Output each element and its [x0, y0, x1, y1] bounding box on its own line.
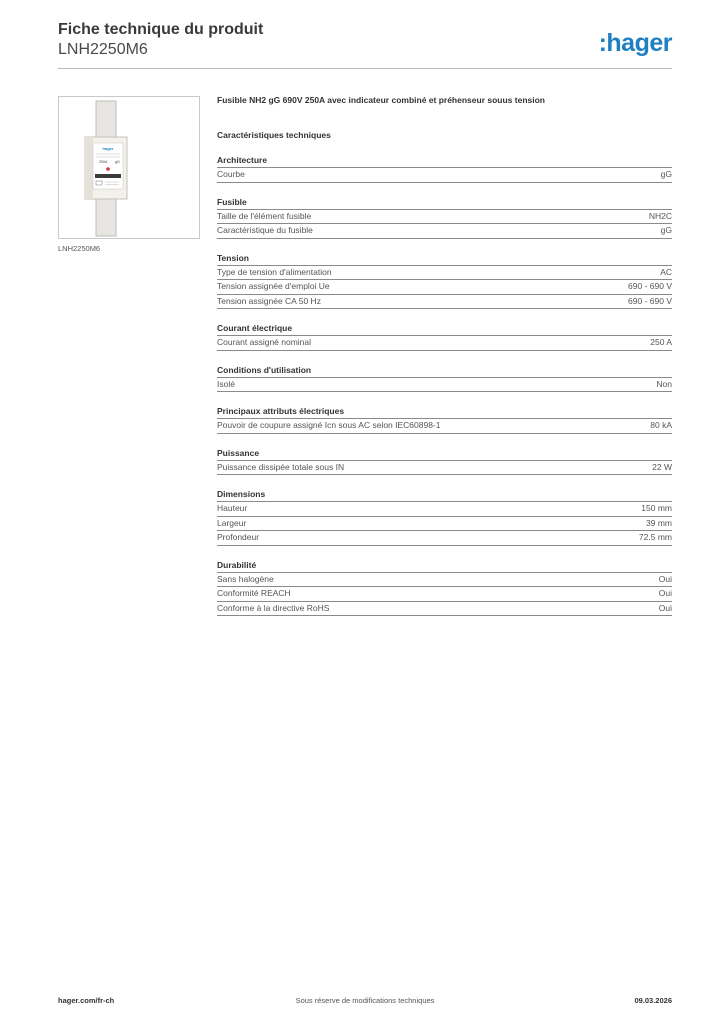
spec-section: [217, 448, 672, 476]
spec-label: Courant assigné nominal: [217, 337, 312, 347]
product-content: [217, 95, 672, 616]
spec-row: [217, 573, 672, 588]
spec-value: Oui: [658, 602, 672, 613]
spec-section: [217, 365, 672, 393]
spec-section: [217, 406, 672, 434]
spec-label: Puissance dissipée totale sous IN: [217, 461, 345, 472]
spec-section-title: Architecture: [217, 155, 672, 168]
spec-value: gG: [660, 169, 672, 179]
spec-row: [217, 461, 672, 476]
spec-row: [217, 280, 672, 295]
spec-section-title: Fusible: [217, 197, 672, 210]
spec-row: [217, 210, 672, 225]
spec-value: 80 kA: [650, 420, 672, 430]
spec-label: Conformité REACH: [217, 588, 291, 598]
spec-value: AC: [660, 266, 672, 277]
spec-row: [217, 531, 672, 546]
spec-value: gG: [660, 225, 672, 235]
spec-section: [217, 323, 672, 351]
spec-section-title: Courant électrique: [217, 323, 672, 336]
spec-row: [217, 419, 672, 434]
spec-label: Tension assignée CA 50 Hz: [217, 295, 321, 306]
page-header: [58, 20, 672, 60]
spec-section-title: Principaux attributs électriques: [217, 406, 672, 419]
spec-row: [217, 502, 672, 517]
spec-sections: [217, 155, 672, 616]
spec-section-title: Puissance: [217, 448, 672, 461]
spec-value: Non: [656, 378, 672, 389]
spec-label: Pouvoir de coupure assigné Icn sous AC selon IEC60898-1: [217, 420, 441, 430]
fuse-indicator: [106, 167, 110, 171]
fuse-product-image: [59, 97, 199, 238]
spec-label: Isolé: [217, 378, 235, 389]
spec-section: [217, 560, 672, 617]
spec-row: [217, 224, 672, 239]
spec-row: [217, 378, 672, 393]
footer-website: hager.com/fr-ch: [58, 996, 115, 1005]
spec-row: [217, 336, 672, 351]
spec-section: [217, 155, 672, 183]
spec-label: Taille de l'élément fusible: [217, 210, 312, 221]
spec-section: [217, 253, 672, 310]
product-image-frame: [58, 96, 200, 239]
spec-label: Profondeur: [217, 532, 260, 542]
spec-value: 39 mm: [646, 517, 672, 528]
spec-label: Sans halogène: [217, 573, 274, 584]
spec-section: [217, 489, 672, 546]
product-description: Fusible NH2 gG 690V 250A avec indicateur combiné et préhenseur souus tension: [217, 95, 545, 105]
spec-value: Oui: [658, 588, 672, 598]
spec-section-title: Durabilité: [217, 560, 672, 573]
spec-label: Conforme à la directive RoHS: [217, 602, 330, 613]
spec-row: [217, 517, 672, 532]
spec-label: Courbe: [217, 169, 245, 179]
spec-value: 690 - 690 V: [628, 295, 672, 306]
spec-value: 72.5 mm: [638, 532, 672, 542]
product-image-caption: LNH2250M6: [58, 244, 101, 253]
document-title: Fiche technique du produit: [58, 21, 264, 38]
spec-label: Hauteur: [217, 503, 248, 513]
spec-section-title: Dimensions: [217, 489, 672, 502]
fuse-label-brand: hager: [102, 146, 114, 151]
footer-disclaimer: Sous réserve de modifications techniques: [295, 996, 435, 1005]
spec-label: Caractéristique du fusible: [217, 225, 313, 235]
spec-row: [217, 602, 672, 617]
header-divider: [58, 68, 672, 69]
spec-label: Type de tension d'alimentation: [217, 266, 332, 277]
hager-logo: [599, 30, 672, 56]
spec-label: Tension assignée d'emploi Ue: [217, 281, 330, 291]
spec-row: [217, 168, 672, 183]
logo-prefix: :: [598, 29, 607, 57]
spec-row: [217, 266, 672, 281]
technical-characteristics-heading: Caractéristiques techniques: [217, 130, 331, 140]
fuse-label-rating: 250A: [99, 160, 108, 164]
spec-section-title: Conditions d'utilisation: [217, 365, 672, 378]
spec-value: 250 A: [650, 337, 672, 347]
spec-value: Oui: [658, 573, 672, 584]
spec-value: 690 - 690 V: [628, 281, 672, 291]
spec-value: 150 mm: [641, 503, 672, 513]
spec-row: [217, 295, 672, 310]
spec-row: [217, 587, 672, 602]
spec-label: Largeur: [217, 517, 247, 528]
footer-date: 09.03.2026: [634, 996, 672, 1005]
logo-text: hager: [606, 29, 672, 57]
spec-value: NH2C: [648, 210, 672, 221]
spec-section: [217, 197, 672, 239]
product-code: LNH2250M6: [58, 41, 148, 58]
spec-value: 22 W: [652, 461, 672, 472]
fuse-label-class: gG: [115, 160, 120, 164]
spec-section-title: Tension: [217, 253, 672, 266]
